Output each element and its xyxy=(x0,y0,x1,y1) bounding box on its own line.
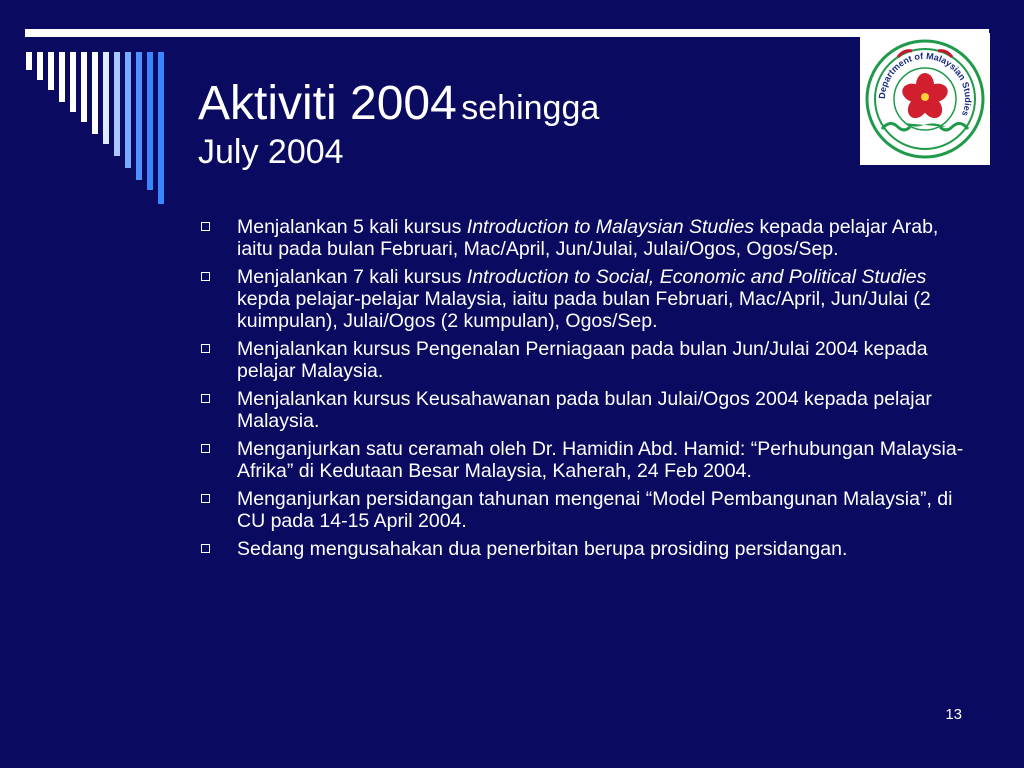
deco-bar xyxy=(136,52,142,180)
bullet-text: Menganjurkan satu ceramah oleh Dr. Hamidin Abd. Hamid: “Perhubungan Malaysia-Afrika” di Kedutaan Besar Malaysia, Kaherah, 24 Feb 2004. xyxy=(237,438,964,482)
list-item xyxy=(198,438,970,482)
square-bullet-icon xyxy=(201,272,210,281)
square-bullet-icon xyxy=(201,222,210,231)
list-item xyxy=(198,338,970,382)
list-item xyxy=(198,266,970,332)
decorative-bars xyxy=(0,0,180,210)
bullet-text: Menjalankan kursus Pengenalan Perniagaan pada bulan Jun/Julai 2004 kepada pelajar Malaysia. xyxy=(237,338,928,382)
hibiscus-emblem-icon xyxy=(860,33,990,165)
square-bullet-icon xyxy=(201,494,210,503)
list-item xyxy=(198,538,970,560)
bullet-text-end: kepada pelajar Arab, iaitu pada bulan Februari, Mac/April, Jun/Julai, Julai/Ogos, Ogos/Sep. xyxy=(237,216,939,260)
bullet-text: Menjalankan 5 kali kursus xyxy=(237,216,467,238)
deco-bar xyxy=(147,52,153,190)
slide-title xyxy=(198,78,818,171)
deco-bar xyxy=(125,52,131,168)
deco-bar xyxy=(26,52,32,70)
bullet-italic: Introduction to Social, Economic and Political Studies xyxy=(466,266,927,288)
deco-bar xyxy=(37,52,43,80)
bullet-text: Menjalankan kursus Keusahawanan pada bulan Julai/Ogos 2004 kepada pelajar Malaysia. xyxy=(237,388,932,432)
logo-ring-text: Department of Malaysian Studies xyxy=(876,50,974,118)
deco-bar xyxy=(48,52,54,90)
title-line2: July 2004 xyxy=(198,132,344,171)
list-item xyxy=(198,216,970,260)
bullet-text: Menjalankan 7 kali kursus xyxy=(237,266,467,288)
list-item xyxy=(198,388,970,432)
bullet-text-end: kepda pelajar-pelajar Malaysia, iaitu pada bulan Februari, Mac/April, Jun/Julai (2 kuimpulan), Julai/Ogos (2 kumpulan), Ogos/Sep. xyxy=(237,288,931,332)
title-sub: sehingga xyxy=(461,89,600,127)
square-bullet-icon xyxy=(201,394,210,403)
square-bullet-icon xyxy=(201,344,210,353)
deco-bar xyxy=(81,52,87,122)
bullet-list xyxy=(198,216,970,566)
bullet-italic: Introduction to Malaysian Studies xyxy=(466,216,755,238)
bullet-text: Menganjurkan persidangan tahunan mengenai “Model Pembangunan Malaysia”, di CU pada 14-15 April 2004. xyxy=(237,488,953,532)
bullet-text: Sedang mengusahakan dua penerbitan berupa prosiding persidangan. xyxy=(237,538,848,560)
deco-bar xyxy=(70,52,76,112)
deco-bar xyxy=(92,52,98,134)
deco-bar xyxy=(158,52,164,204)
page-number: 13 xyxy=(945,706,962,723)
square-bullet-icon xyxy=(201,544,210,553)
list-item xyxy=(198,488,970,532)
deco-bar xyxy=(114,52,120,156)
deco-bar xyxy=(59,52,65,102)
square-bullet-icon xyxy=(201,444,210,453)
title-main: Aktiviti 2004 xyxy=(198,77,457,130)
deco-bar xyxy=(103,52,109,144)
department-logo xyxy=(860,33,990,165)
